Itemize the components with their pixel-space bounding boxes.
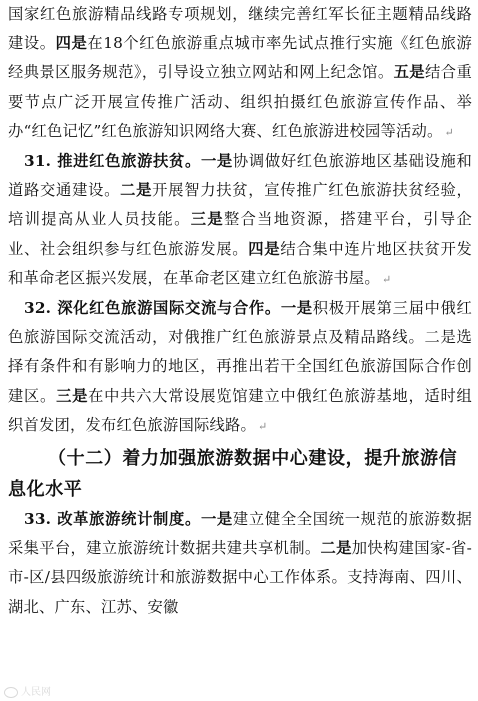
keyword-one: 一是 [280, 299, 313, 318]
item-heading: 33. 改革旅游统计制度。 [24, 510, 201, 529]
paragraph-33 [8, 505, 472, 622]
paragraph-31 [8, 147, 472, 294]
return-mark: ↵ [444, 125, 454, 139]
text: 开展智力扶贫，宣传推广红色旅游扶贫经验，培训提高从业人员技能。 [8, 181, 472, 229]
item-heading: 31. 推进红色旅游扶贫。 [24, 152, 201, 171]
return-mark: ↵ [257, 419, 268, 433]
keyword-four: 四是 [55, 34, 88, 53]
paragraph-continued [8, 0, 472, 147]
keyword-four: 四是 [248, 239, 281, 258]
text: 整合当地资源，搭建平台，引导企业、社会组织参与红色旅游发展。 [8, 210, 472, 258]
text: 建立健全全国统一规范的旅游数据采集平台，建立旅游统计数据共建共享机制。 [8, 510, 472, 558]
item-heading: 32. 深化红色旅游国际交流与合作。 [24, 299, 281, 318]
text: 协调做好红色旅游地区基础设施和道路交通建设。 [8, 152, 472, 200]
text: 加快构建国家-省-市-区/县四级旅游统计和旅游数据中心工作体系。支持海南、四川、湖北、广东、江苏、安徽 [8, 539, 472, 616]
keyword-three: 三是 [56, 386, 89, 405]
text: 在中共六大常设展览馆建立中俄红色旅游基地，适时组织首发团，发布红色旅游国际线路。 [8, 386, 472, 434]
watermark-logo-icon [4, 687, 18, 698]
keyword-five: 五是 [393, 63, 426, 82]
keyword-three: 三是 [190, 210, 224, 229]
paragraph-32 [8, 294, 472, 441]
return-mark: ↵ [381, 272, 392, 286]
keyword-one: 一是 [200, 510, 233, 529]
watermark-text: 人民网 [21, 687, 51, 698]
text: 积极开展第三届中俄红色旅游国际交流活动，对俄推广红色旅游景点及精品路线。二是选择有条件和有影响力的地区，再推出若干全国红色旅游国际合作创建区。 [8, 299, 472, 405]
watermark [4, 683, 51, 698]
keyword-two: 二是 [320, 539, 352, 558]
text: 国家红色旅游精品线路专项规划，继续完善红军长征主题精品线路建设。 [8, 5, 472, 53]
text: 结合集中连片地区扶贫开发和革命老区振兴发展，在革命老区建立红色旅游书屋。 [8, 239, 472, 287]
keyword-two: 二是 [120, 181, 153, 200]
section-heading: （十二）着力加强旅游数据中心建设，提升旅游信息化水平 [8, 448, 458, 501]
text: 结合重要节点广泛开展宣传推广活动、组织拍摄红色旅游宣传作品、举办“红色记忆”红色旅游知识网络大赛、红色旅游进校园等活动。 [8, 63, 473, 140]
keyword-one: 一是 [200, 152, 233, 171]
text: 在18个红色旅游重点城市率先试点推行实施《红色旅游经典景区服务规范》，引导设立独立网站和网上纪念馆。 [8, 34, 473, 82]
